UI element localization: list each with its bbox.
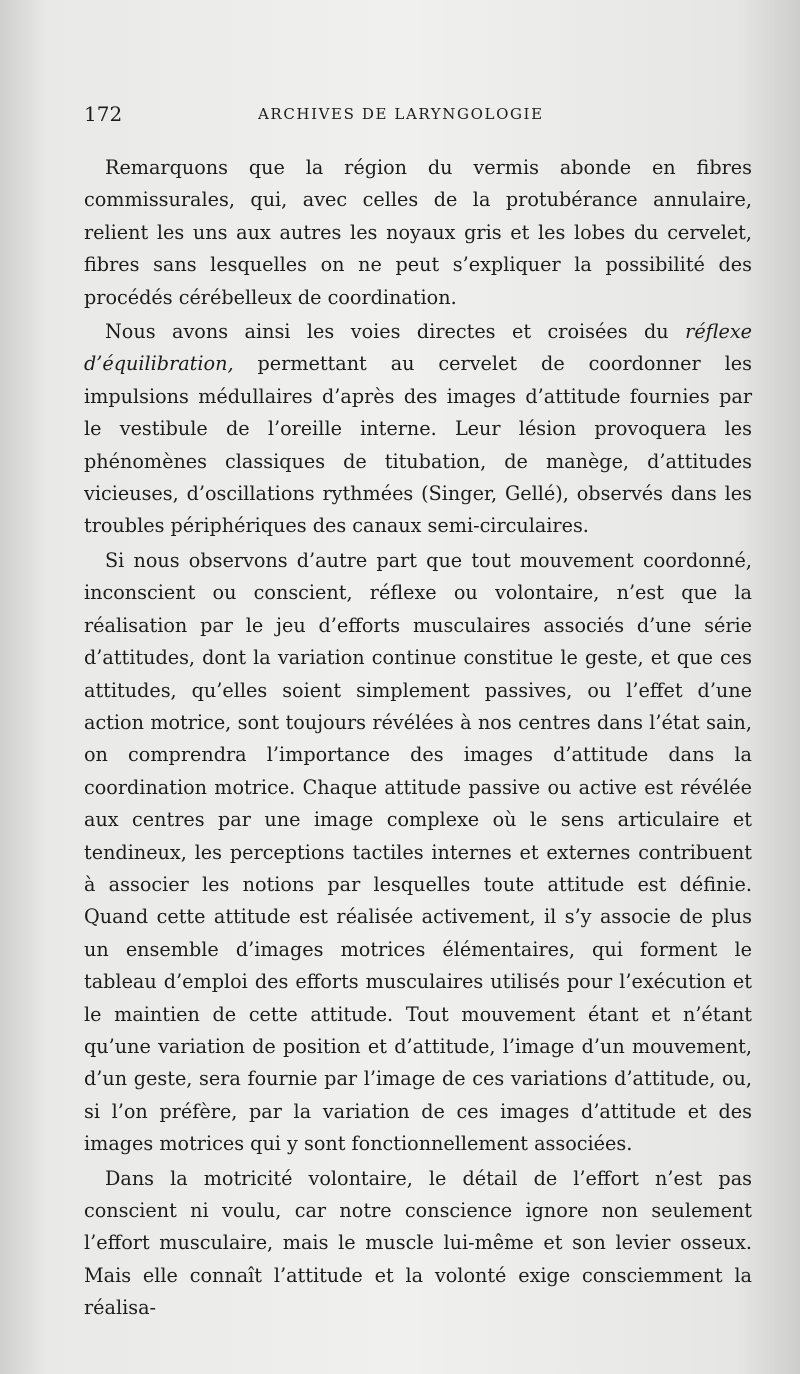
page-number: 172 [84, 102, 123, 126]
paragraph-motricite-volontaire: Dans la motricité volontaire, le détail de l’effort n’est pas conscient ni voulu, car notre conscience ignore non seulement l’effort musculaire, mais le muscle lui-même et son levier osseux. Mais elle connaît l’attitude et la volonté exige consciemment la réalisa- [84, 1166, 752, 1320]
paragraph-images-attitude: Si nous observons d’autre part que tout mouvement coordonné, inconscient ou conscient, réflexe ou volontaire, n’est que la réalisation par le jeu d’efforts musculaires associés d’une série d’attitudes, dont la variation continue constitue le geste, et que ces attitudes, qu’elles soient simplement passives, ou l’effet d’une action motrice, sont toujours révélées à nos centres dans l’état sain, on comprendra l’importance des images d’attitude dans la coordination motrice. Chaque attitude passive ou active est révélée aux centres par une image complexe où le sens articulaire et tendineux, les perceptions tactiles internes et externes contribuent à associer les notions par lesquelles toute attitude est définie. Quand cette attitude est réalisée activement, il s’y associe de plus un ensemble d’images motrices élémentaires, qui forment le tableau d’emploi des efforts musculaires utilisés pour l’exécution et le maintien de cette attitude. Tout mouvement étant et n’étant qu’une variation de position et d’attitude, l’image d’un mouvement, d’un geste, sera fournie par l’image de ces variations d’attitude, ou, si l’on préfère, par la variation de ces images d’attitude et des images motrices qui y sont fonctionnellement associées. [84, 548, 752, 1156]
paragraph-reflexe-equilibration [84, 316, 752, 543]
body-text [84, 152, 752, 1325]
paragraph-text-before: Nous avons ainsi les voies directes et croisées du [105, 320, 686, 344]
running-head [84, 102, 764, 130]
paragraph-text-after: permettant au cervelet de coordonner les impulsions médullaires d’après des images d’attitude fournies par le vestibule de l’oreille interne. Leur lésion provoquera les phénomènes classiques de titubation, de manège, d’attitudes vicieuses, d’oscillations rythmées (Singer, Gellé), observés dans les troubles périphériques des canaux semi-circulaires. [84, 352, 752, 538]
paragraph-vermis-fibres: Remarquons que la région du vermis abonde en fibres commissurales, qui, avec celles de la protubérance annulaire, relient les uns aux autres les noyaux gris et les lobes du cervelet, fibres sans lesquelles on ne peut s’expliquer la possibilité des procédés cérébelleux de coordination. [84, 156, 752, 309]
journal-title: ARCHIVES DE LARYNGOLOGIE [258, 105, 544, 123]
italic-term-reflexe: réflexe d’équilibration, [84, 320, 752, 376]
